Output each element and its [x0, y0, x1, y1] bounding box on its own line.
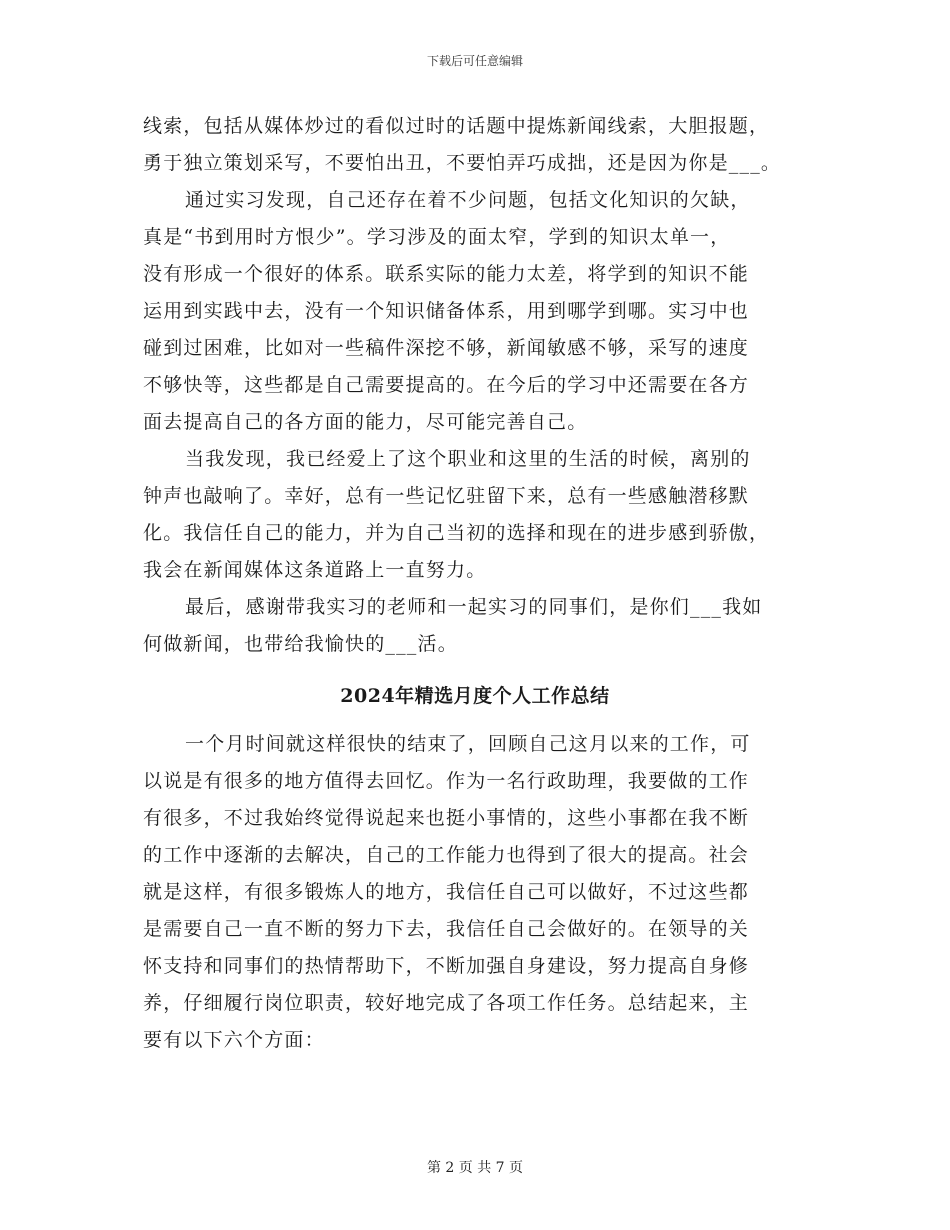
body-line: 的工作中逐渐的去解决，自己的工作能力也得到了很大的提高。社会 [143, 844, 750, 866]
page-number: 第 2 页 共 7 页 [426, 1160, 524, 1176]
body-line: 怀支持和同事们的热情帮助下，不断加强自身建设，努力提高自身修 [143, 955, 750, 977]
body-line: 我会在新闻媒体这条道路上一直努力。 [143, 559, 487, 581]
body-line: 不够快等，这些都是自己需要提高的。在今后的学习中还需要在各方 [143, 374, 750, 396]
body-line: 真是“书到用时方恨少”。学习涉及的面太窄，学到的知识太单一， [143, 226, 731, 248]
body-line: 没有形成一个很好的体系。联系实际的能力太差，将学到的知识不能 [143, 263, 750, 285]
header-note: 下载后可任意编辑 [426, 54, 523, 68]
paragraph-start-line: 最后，感谢带我实习的老师和一起实习的同事们，是你们___我如 [185, 596, 763, 618]
body-line: 化。我信任自己的能力，并为自己当初的选择和现在的进步感到骄傲， [143, 522, 770, 544]
body-line: 以说是有很多的地方值得去回忆。作为一名行政助理，我要做的工作 [143, 770, 750, 792]
body-line: 勇于独立策划采写，不要怕出丑，不要怕弄巧成拙，还是因为你是___。 [143, 152, 782, 174]
body-line: 就是这样，有很多锻炼人的地方，我信任自己可以做好，不过这些都 [143, 881, 750, 903]
body-line: 运用到实践中去，没有一个知识储备体系，用到哪学到哪。实习中也 [143, 300, 750, 322]
paragraph-start-line: 一个月时间就这样很快的结束了，回顾自己这月以来的工作，可 [185, 733, 751, 755]
body-line: 碰到过困难，比如对一些稿件深挖不够，新闻敏感不够，采写的速度 [143, 337, 750, 359]
body-line: 面去提高自己的各方面的能力，尽可能完善自己。 [143, 411, 588, 433]
body-line: 线索，包括从媒体炒过的看似过时的话题中提炼新闻线索，大胆报题， [143, 115, 770, 137]
body-line: 要有以下六个方面： [143, 1029, 325, 1051]
body-line: 何做新闻，也带给我愉快的___活。 [143, 633, 458, 655]
body-line: 是需要自己一直不断的努力下去，我信任自己会做好的。在领导的关 [143, 918, 750, 940]
paragraph-start-line: 当我发现，我已经爱上了这个职业和这里的生活的时候，离别的 [185, 448, 751, 470]
body-line: 有很多，不过我始终觉得说起来也挺小事情的，这些小事都在我不断 [143, 807, 750, 829]
paragraph-start-line: 通过实习发现，自己还存在着不少问题，包括文化知识的欠缺， [185, 189, 751, 211]
section-title: 2024年精选月度个人工作总结 [340, 685, 610, 707]
body-line: 钟声也敲响了。幸好，总有一些记忆驻留下来，总有一些感触潜移默 [143, 485, 750, 507]
body-line: 养，仔细履行岗位职责，较好地完成了各项工作任务。总结起来，主 [143, 992, 750, 1014]
